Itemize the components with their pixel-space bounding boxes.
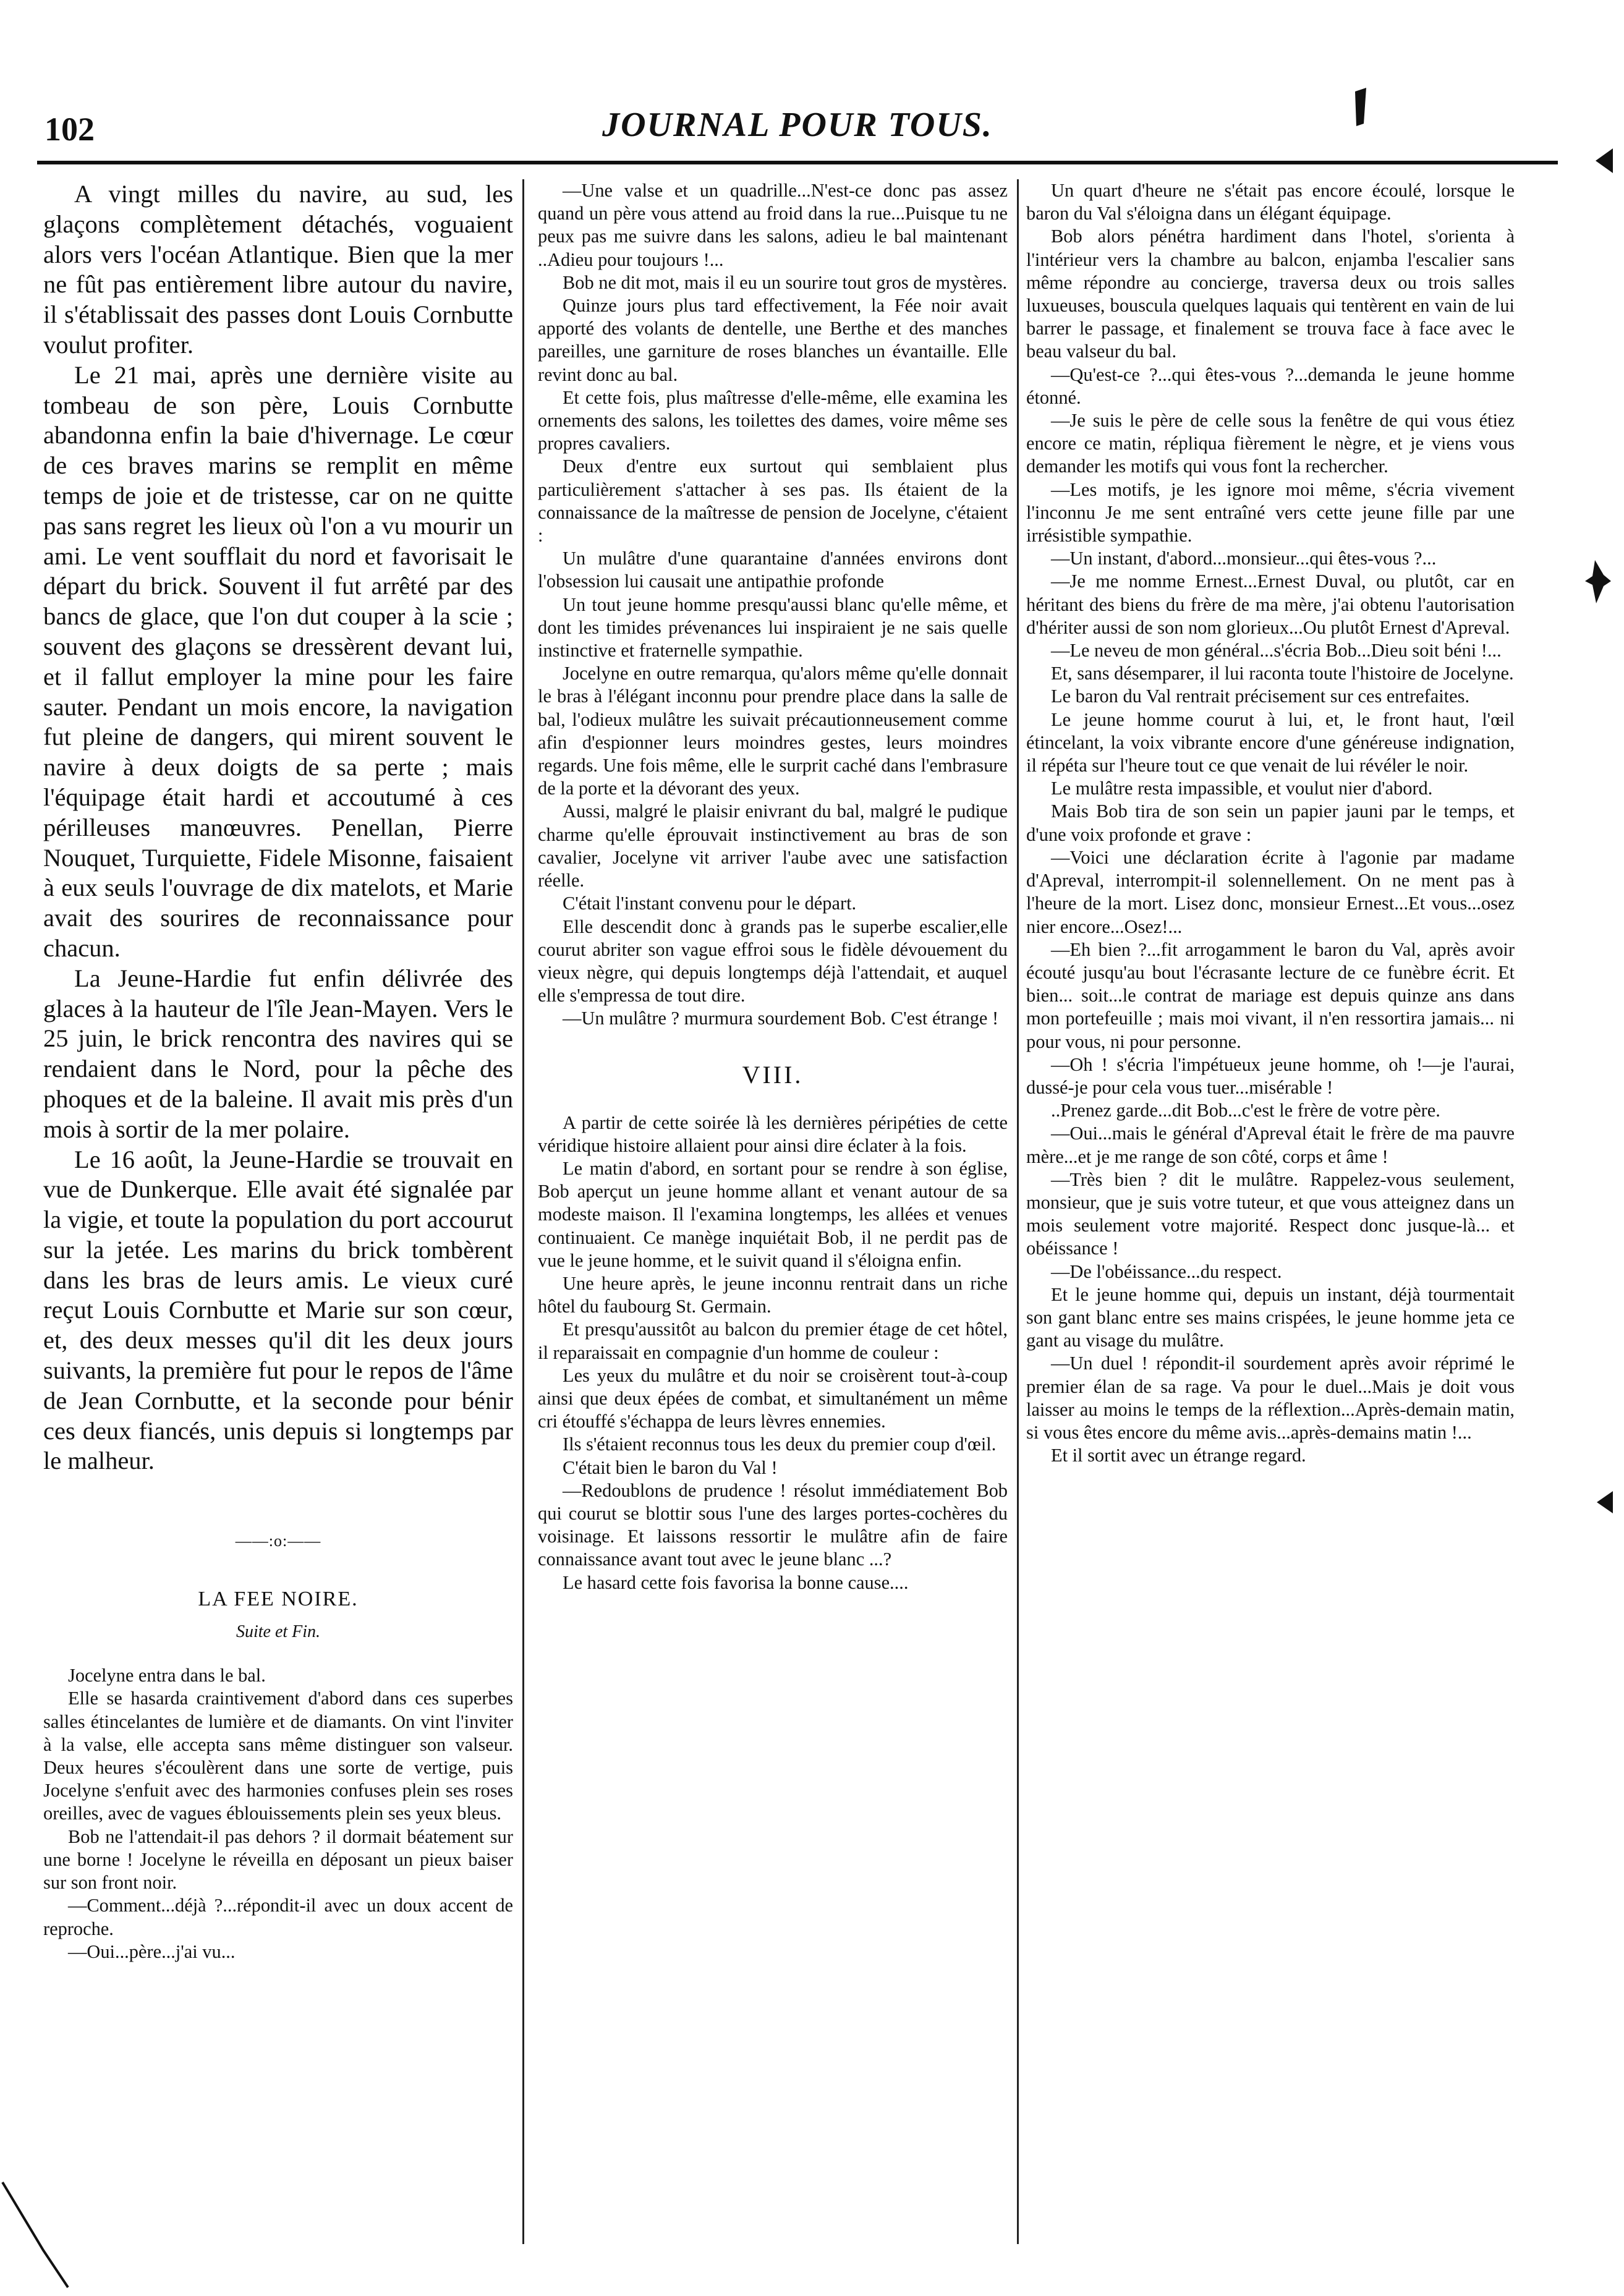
header-rule bbox=[37, 161, 1558, 164]
journal-title: JOURNAL POUR TOUS. bbox=[602, 106, 993, 144]
col3-paragraph: —Oui...mais le général d'Apreval était le frère de ma pauvre mère...et je me range de son côté, corps et âme ! bbox=[1026, 1123, 1515, 1167]
chapter-heading: VIII. bbox=[742, 1060, 804, 1089]
col2-paragraph: C'était bien le baron du Val ! bbox=[563, 1456, 778, 1478]
col2-paragraph: —Une valse et un quadrille...N'est-ce donc pas assez quand un père vous attend au froid dans la rue...Puisque tu ne peux pas me suivre dans les salons, adieu le bal maintenant ..Adieu pour toujours !... bbox=[538, 180, 1008, 270]
section-separator: ——:o:—— bbox=[235, 1532, 321, 1550]
col3-paragraph: Mais Bob tira de son sein un papier jauni par le temps, et d'une voix profonde et grave : bbox=[1026, 801, 1515, 845]
scan-mark-edge-1 bbox=[1592, 142, 1617, 179]
col3-paragraph: —Un duel ! répondit-il sourdement après avoir réprimé le premier élan de sa rage. Va pour le duel...Mais je doit vous laisser au moins le temps de la réflextion...Après-demain matin, si vous êtes encore du même avis...après-demains matin !... bbox=[1026, 1353, 1515, 1443]
col1-story-ending bbox=[43, 179, 513, 1476]
col1-paragraph: A vingt milles du navire, au sud, les glaçons complètement détachés, voguaient alors vers l'océan Atlantique. Bien que la mer ne fût pas entièrement libre autour du navire, il s'établissait des passes dont Louis Cornbutte voulut profiter. bbox=[43, 180, 513, 359]
col1-paragraph: Le 16 août, la Jeune-Hardie se trouvait en vue de Dunkerque. Elle avait été signalée par la vigie, et toute la population du port accourut sur la jetée. Les marins du brick tombèrent dans les bras de leurs amis. Le vieux curé reçut Louis Cornbutte et Marie sur son cœur, et, des deux messes qu'il dit les deux jours suivants, la première fut pour le repos de l'âme de Jean Cornbutte, et la seconde pour bénir ces deux fiancés, unis depuis si longtemps par le malheur. bbox=[43, 1145, 513, 1475]
col1-small-paragraph: —Oui...père...j'ai vu... bbox=[68, 1941, 236, 1962]
col3-paragraph: Le baron du Val rentrait précisement sur ces entrefaites. bbox=[1051, 686, 1470, 707]
page-header bbox=[37, 93, 1558, 161]
col1-small-paragraph: —Comment...déjà ?...répondit-il avec un doux accent de reproche. bbox=[43, 1895, 513, 1939]
col2-paragraph: Aussi, malgré le plaisir enivrant du bal, malgré le pudique charme qu'elle éprouvait instinctivement au bras de son cavalier, Jocelyne vit arriver l'aube avec une satisfaction réelle. bbox=[538, 801, 1008, 891]
scan-mark-edge-2 bbox=[1583, 556, 1613, 606]
col1-fee-noire-text bbox=[43, 1664, 513, 1963]
scan-mark-edge-3 bbox=[1592, 1484, 1617, 1521]
scan-mark-top-right bbox=[1348, 87, 1372, 130]
col3-paragraph: Un quart d'heure ne s'était pas encore écoulé, lorsque le baron du Val s'éloigna dans un élégant équipage. bbox=[1026, 180, 1515, 224]
col2-paragraph: C'était l'instant convenu pour le départ. bbox=[563, 893, 857, 914]
story-subtitle: Suite et Fin. bbox=[236, 1622, 321, 1642]
col2-paragraph: Un tout jeune homme presqu'aussi blanc qu'elle même, et dont les timides prévenances lui inspiraient je ne sais quelle instinctive et fraternelle sympathie. bbox=[538, 593, 1008, 661]
col2-paragraph: Elle descendit donc à grands pas le superbe escalier,elle courut abriter son vague effroi sous le fidèle dévouement du vieux nègre, qui depuis longtemps déjà l'attendait, et auquel elle s'empressa de tout dire. bbox=[538, 916, 1008, 1006]
column-divider-2 bbox=[1017, 179, 1019, 2244]
col3-paragraph: —Très bien ? dit le mulâtre. Rappelez-vous seulement, monsieur, que je suis votre tuteur, et que vous atteignez dans un mois seulement votre majorité. Respect donc jusque-là... et obéissance ! bbox=[1026, 1168, 1515, 1259]
col3-paragraph: Et il sortit avec un étrange regard. bbox=[1051, 1445, 1306, 1466]
col3-paragraph: —Qu'est-ce ?...qui êtes-vous ?...demanda le jeune homme étonné. bbox=[1026, 364, 1515, 408]
col1-small-paragraph: Elle se hasarda craintivement d'abord dans ces superbes salles étincelantes de lumière et de diamants. On vint l'inviter à la valse, elle accepta sans même distinguer son valseur. Deux heures s'écoulèrent dans une sorte de vertige, puis Jocelyne s'enfuit avec des harmonies confuses plein ses roses oreilles, avec de vagues éblouissements plein ses yeux bleus. bbox=[43, 1688, 513, 1824]
col3-paragraph: —Voici une déclaration écrite à l'agonie par madame d'Apreval, interrompit-il solennellement. On ne ment pas à l'heure de la mort. Lisez donc, monsieur Ernest...Et vous...osez nier encore...Osez!... bbox=[1026, 846, 1515, 937]
col3-paragraph: —Les motifs, je les ignore moi même, s'écria vivement l'inconnu Je me sent entraîné vers cette jeune fille par une irrésistible sympathie. bbox=[1026, 478, 1515, 546]
col2-paragraph: Bob ne dit mot, mais il eu un sourire tout gros de mystères. bbox=[563, 271, 1008, 293]
scan-mark-bottom-left bbox=[0, 2176, 74, 2294]
col2-paragraph: Une heure après, le jeune inconnu rentrait dans un riche hôtel du faubourg St. Germain. bbox=[538, 1272, 1008, 1317]
col1-small-paragraph: Bob ne l'attendait-il pas dehors ? il dormait béatement sur une borne ! Jocelyne le réveilla en déposant un pieux baiser sur son front noir. bbox=[43, 1826, 513, 1894]
col3-paragraph: Le mulâtre resta impassible, et voulut nier d'abord. bbox=[1051, 778, 1433, 799]
col3-paragraph: —Le neveu de mon général...s'écria Bob...Dieu soit béni !... bbox=[1051, 640, 1502, 661]
col2-paragraph: Ils s'étaient reconnus tous les deux du premier coup d'œil. bbox=[563, 1434, 997, 1455]
col3-paragraph: —Oh ! s'écria l'impétueux jeune homme, oh !—je l'aurai, dussé-je pour cela vous tuer...misérable ! bbox=[1026, 1053, 1515, 1098]
col1-small-paragraph: Jocelyne entra dans le bal. bbox=[68, 1665, 266, 1686]
col3-paragraph: ..Prenez garde...dit Bob...c'est le frère de votre père. bbox=[1051, 1100, 1440, 1121]
col2-paragraph: A partir de cette soirée là les dernières péripéties de cette véridique histoire allaient pour ainsi dire éclater à la fois. bbox=[538, 1112, 1008, 1156]
column-3 bbox=[1026, 179, 1515, 2244]
col2-paragraph: Le matin d'abord, en sortant pour se rendre à son église, Bob aperçut un jeune homme allant et venant autour de sa modeste maison. Il l'examina longtemps, les allées et venues continuaient. Ce manège inquiétait Bob, il ne perdit pas de vue le jeune homme, et le suivit quand il s'éloigna enfin. bbox=[538, 1157, 1008, 1271]
col3-paragraph: —De l'obéissance...du respect. bbox=[1051, 1261, 1282, 1282]
story-title: LA FEE NOIRE. bbox=[198, 1588, 359, 1611]
col2-paragraph: Quinze jours plus tard effectivement, la Fée noir avait apporté des volants de dentelle, une Berthe et des manches pareilles, une garniture de roses blanches un évantaille. Elle revint donc au bal. bbox=[538, 295, 1008, 385]
column-1 bbox=[43, 179, 513, 2244]
col2-paragraph: Un mulâtre d'une quarantaine d'années environs dont l'obsession lui causait une antipathie profonde bbox=[538, 548, 1008, 592]
column-2 bbox=[538, 179, 1008, 2244]
col2-paragraph: Deux d'entre eux surtout qui semblaient plus particulièrement s'attacher à ses pas. Ils étaient de la connaissance de la maîtresse de pension de Jocelyne, c'étaient : bbox=[538, 456, 1008, 546]
col1-paragraph: Le 21 mai, après une dernière visite au tombeau de son père, Louis Cornbutte abandonna enfin la baie d'hivernage. Le cœur de ces braves marins se remplit en même temps de joie et de tristesse, car on ne quitte pas sans regret les lieux où l'on a vu mourir un ami. Le vent soufflait du nord et favorisait le départ du brick. Souvent il fut arrêté par des bancs de glace, que l'on dut couper à la scie ; souvent des glaçons se dressèrent devant lui, et il fallut employer la mine pour les faire sauter. Pendant un mois encore, la navigation fut pleine de dangers, qui mirent souvent le navire à deux doigts de sa perte ; mais l'équipage était hardi et accoutumé à ces périlleuses manœuvres. Penellan, Pierre Nouquet, Turquiette, Fidele Misonne, faisaient à eux seuls l'ouvrage de dix matelots, et Marie avait des sourires de reconnaissance pour chacun. bbox=[43, 360, 513, 962]
col2-paragraph: Et cette fois, plus maîtresse d'elle-même, elle examina les ornements des salons, les toilettes des dames, voire même ses propres cavaliers. bbox=[538, 386, 1008, 454]
col2-paragraph: Le hasard cette fois favorisa la bonne cause.... bbox=[563, 1571, 909, 1593]
col3-paragraph: —Je suis le père de celle sous la fenêtre de qui vous étiez encore ce matin, répliqua fièrement le nègre, et je viens vous demander les motifs qui vous font la rechercher. bbox=[1026, 410, 1515, 477]
col3-paragraph: —Je me nomme Ernest...Ernest Duval, ou plutôt, car en héritant des biens du frère de ma mère, j'ai obtenu l'autorisation d'hériter aussi de son nom glorieux...Ou plutôt Ernest d'Apreval. bbox=[1026, 571, 1515, 638]
col3-paragraph: —Un instant, d'abord...monsieur...qui êtes-vous ?... bbox=[1051, 548, 1437, 569]
col3-paragraph: —Eh bien ?...fit arrogamment le baron du Val, après avoir écouté jusqu'au bout l'écrasante lecture de ce funèbre écrit. Et bien... soit...le contrat de mariage est depuis quinze ans dans mon portefeuille ; mais moi vivant, il n'en ressortira jamais... ni pour vous, ni pour personne. bbox=[1026, 938, 1515, 1052]
page-number: 102 bbox=[45, 111, 95, 148]
col2-paragraph: Les yeux du mulâtre et du noir se croisèrent tout-à-coup ainsi que deux épées de combat, et simultanément un même cri étouffé s'échappa de leurs lèvres ennemies. bbox=[538, 1364, 1008, 1432]
col3-paragraph: Et le jeune homme qui, depuis un instant, déjà tourmentait son gant blanc entre ses mains crispées, le jeune homme jeta ce gant au visage du mulâtre. bbox=[1026, 1283, 1515, 1351]
col2-paragraph: Jocelyne en outre remarqua, qu'alors même qu'elle donnait le bras à l'élégant inconnu pour prendre place dans la salle de bal, l'odieux mulâtre les suivait précautionneusement comme afin d'espionner leurs moindres gestes, leurs moindres regards. Une fois même, elle le surprit caché dans l'embrasure de la porte et la dévorant des yeux. bbox=[538, 663, 1008, 799]
column-divider-1 bbox=[522, 179, 524, 2244]
col3-paragraph: Le jeune homme courut à lui, et, le front haut, l'œil étincelant, la voix vibrante encore d'une généreuse indignation, il répéta sur l'heure tout ce que venait de lui révéler le noir. bbox=[1026, 708, 1515, 776]
col3-paragraph: Bob alors pénétra hardiment dans l'hotel, s'orienta à l'intérieur vers la chambre au balcon, enjamba l'escalier sans même répondre au concierge, traversa deux ou trois salles luxueuses, bouscula quelques laquais qui tentèrent en vain de lui barrer le passage, et finalement se trouva face à face avec le beau valseur du bal. bbox=[1026, 226, 1515, 362]
col3-paragraph: Et, sans désemparer, il lui raconta toute l'histoire de Jocelyne. bbox=[1051, 663, 1514, 684]
col1-paragraph: La Jeune-Hardie fut enfin délivrée des glaces à la hauteur de l'île Jean-Mayen. Vers le 25 juin, le brick rencontra des navires qui se rendaient dans le Nord, pour la pêche des phoques et de la baleine. Il avait mis près d'un mois à sortir de la mer polaire. bbox=[43, 964, 513, 1143]
col2-paragraph: —Un mulâtre ? murmura sourdement Bob. C'est étrange ! bbox=[563, 1008, 999, 1029]
col2-paragraph: Et presqu'aussitôt au balcon du premier étage de cet hôtel, il reparaissait en compagnie d'un homme de couleur : bbox=[538, 1319, 1008, 1363]
col2-paragraph: —Redoublons de prudence ! résolut immédiatement Bob qui courut se blottir sous l'une des larges portes-cochères du voisinage. Et laissons ressortir le mulâtre afin de faire connaissance avant tout avec le jeune blanc ...? bbox=[538, 1479, 1008, 1570]
